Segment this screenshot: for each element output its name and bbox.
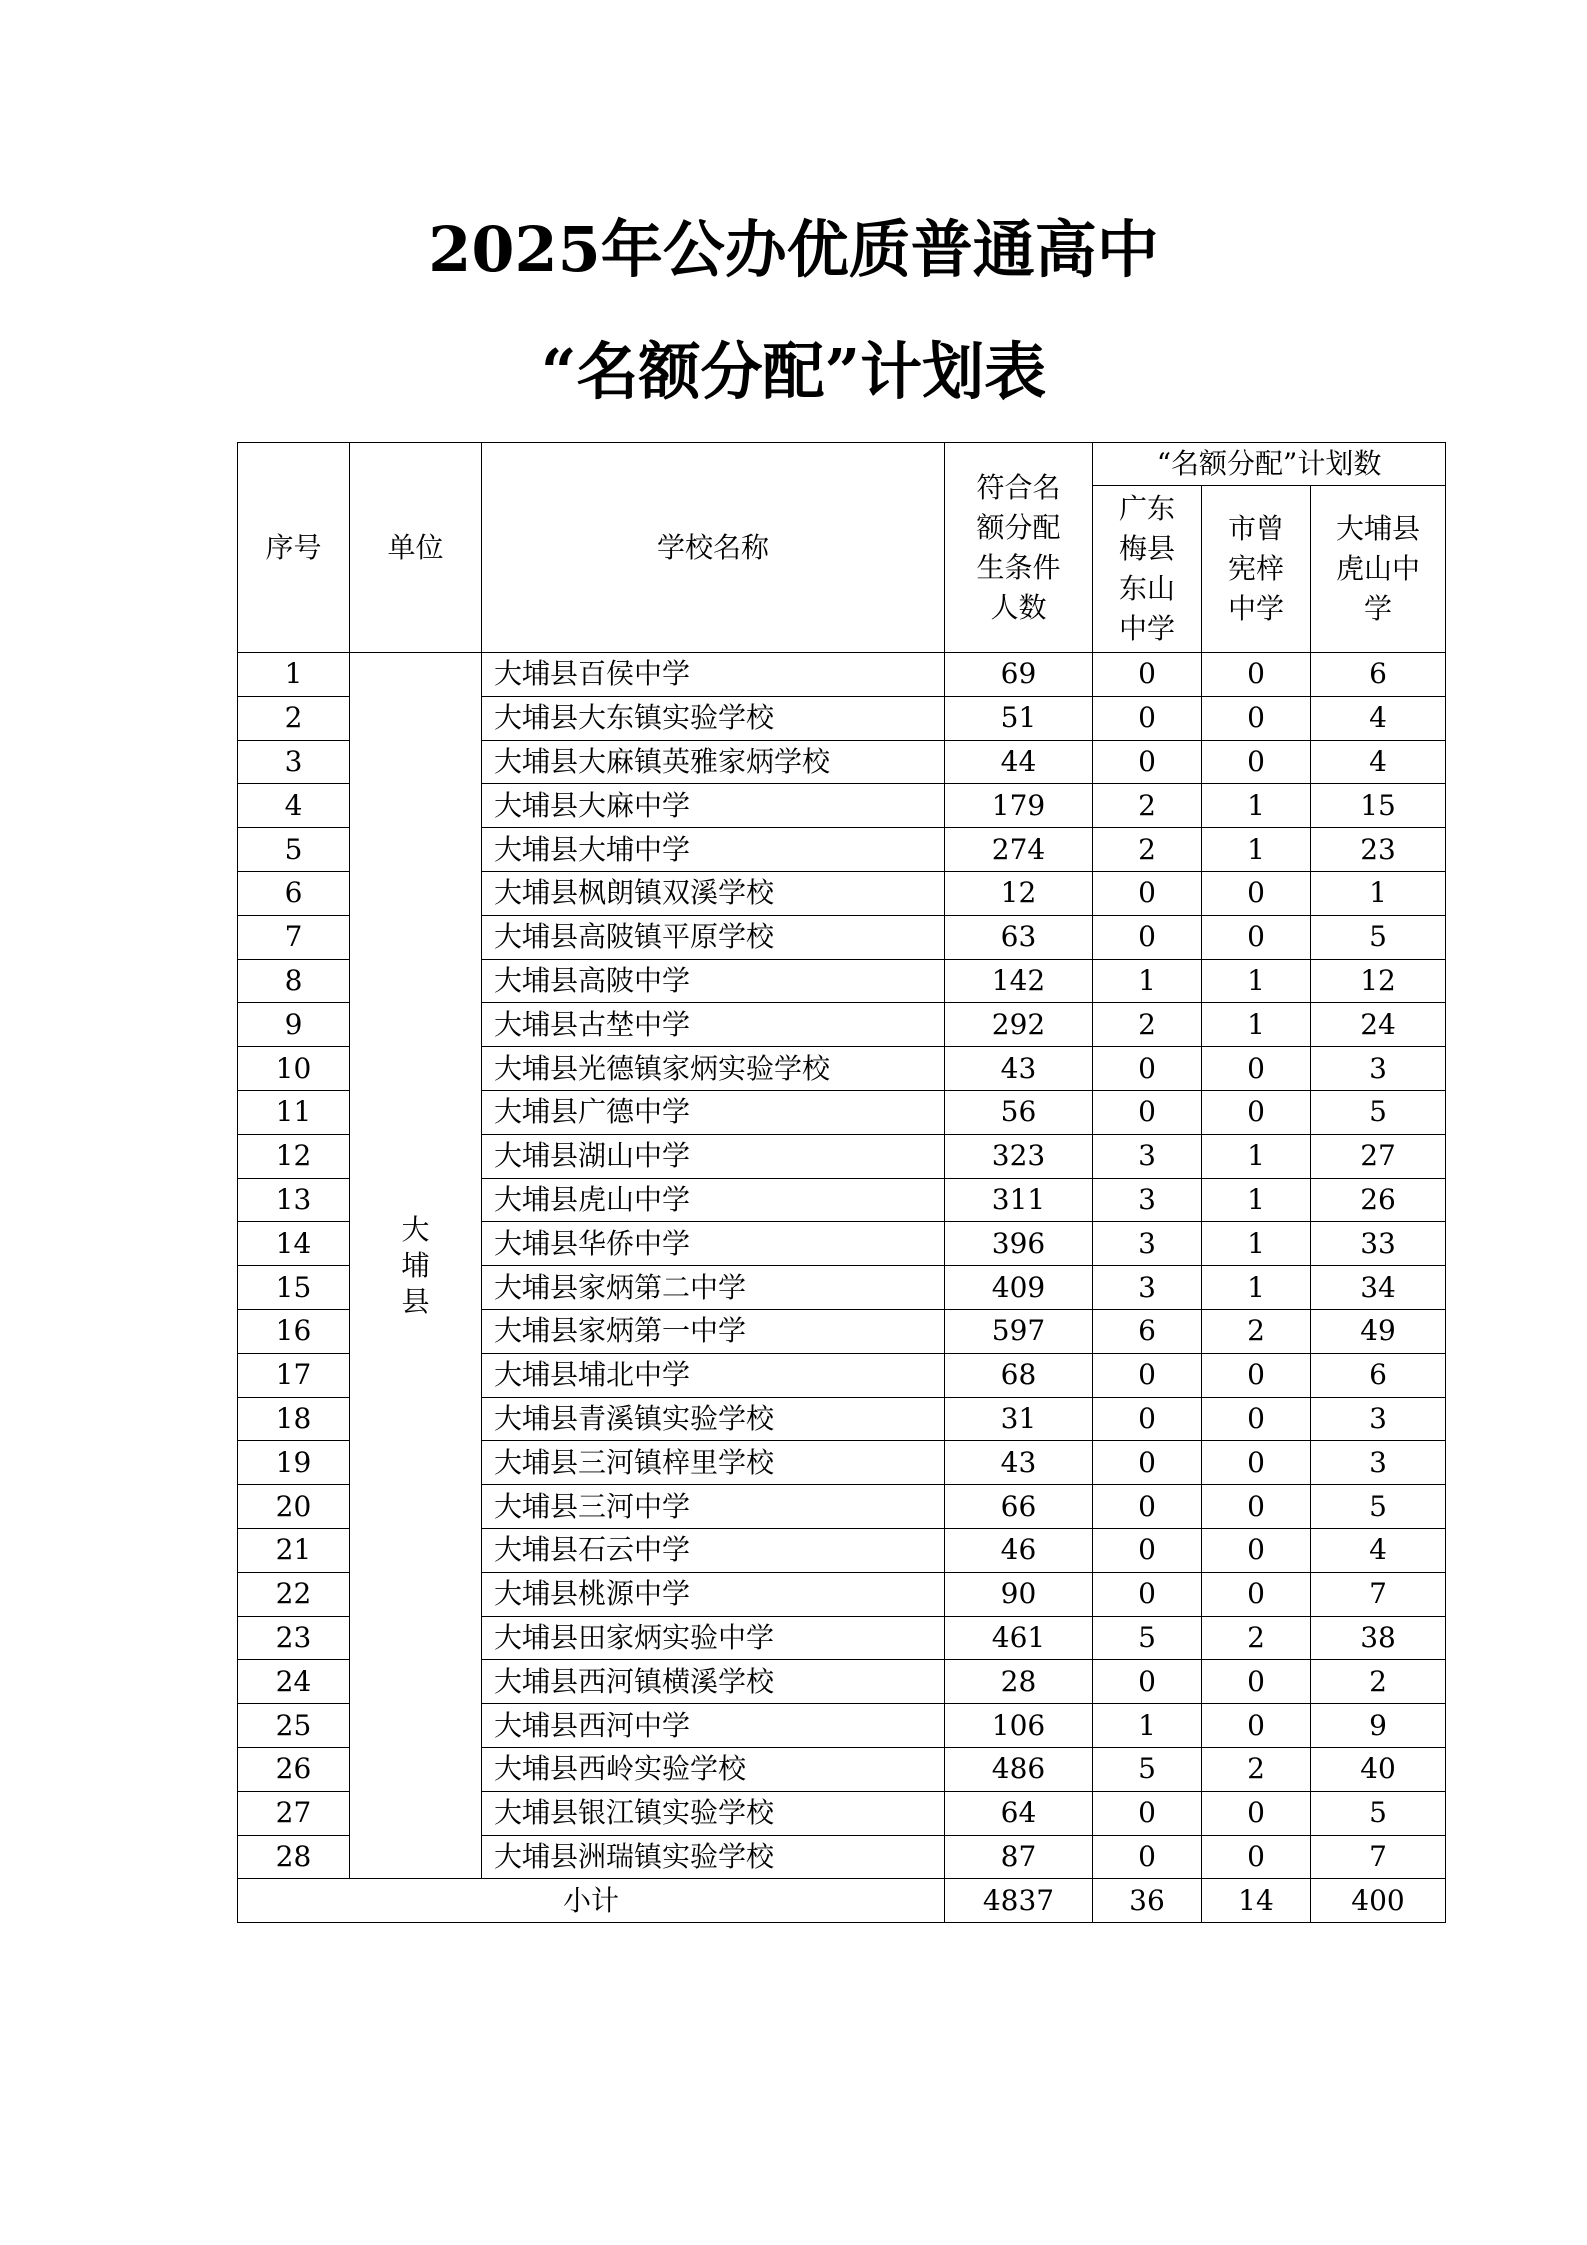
dongshan-quota-cell: 0	[1093, 1528, 1202, 1572]
seq-cell: 16	[238, 1309, 350, 1353]
seq-cell: 6	[238, 871, 350, 915]
school-name-cell: 大埔县洲瑞镇实验学校	[482, 1835, 945, 1879]
unit-char: 埔	[401, 1248, 430, 1282]
eligible-count-cell: 51	[945, 696, 1093, 740]
seq-cell: 20	[238, 1485, 350, 1529]
seq-cell: 17	[238, 1353, 350, 1397]
unit-char: 县	[401, 1284, 430, 1318]
header-plan-group: “名额分配”计划数	[1093, 443, 1446, 486]
school-name-cell: 大埔县埔北中学	[482, 1353, 945, 1397]
hushan-quota-cell: 40	[1311, 1747, 1446, 1791]
zengxianzi-quota-cell: 0	[1202, 1485, 1311, 1529]
seq-cell: 13	[238, 1178, 350, 1222]
zengxianzi-quota-cell: 0	[1202, 696, 1311, 740]
page-title-line2: “名额分配”计划表	[540, 335, 1047, 408]
hushan-quota-cell: 9	[1311, 1704, 1446, 1748]
seq-cell: 4	[238, 784, 350, 828]
eligible-count-cell: 274	[945, 828, 1093, 872]
school-name-cell: 大埔县大麻中学	[482, 784, 945, 828]
eligible-count-cell: 90	[945, 1572, 1093, 1616]
dongshan-quota-cell: 0	[1093, 696, 1202, 740]
seq-cell: 25	[238, 1704, 350, 1748]
school-name-cell: 大埔县光德镇家炳实验学校	[482, 1047, 945, 1091]
dongshan-quota-cell: 0	[1093, 1791, 1202, 1835]
hushan-quota-cell: 49	[1311, 1309, 1446, 1353]
page-title-line1: 2025年公办优质普通高中	[428, 213, 1159, 286]
school-name-cell: 大埔县广德中学	[482, 1090, 945, 1134]
seq-cell: 5	[238, 828, 350, 872]
eligible-count-cell: 323	[945, 1134, 1093, 1178]
hushan-quota-cell: 4	[1311, 696, 1446, 740]
hushan-quota-cell: 38	[1311, 1616, 1446, 1660]
hushan-quota-cell: 26	[1311, 1178, 1446, 1222]
header-line: 人数	[990, 590, 1047, 624]
seq-cell: 14	[238, 1222, 350, 1266]
eligible-count-cell: 69	[945, 653, 1093, 697]
zengxianzi-quota-cell: 0	[1202, 871, 1311, 915]
dongshan-quota-cell: 0	[1093, 1572, 1202, 1616]
hushan-quota-cell: 6	[1311, 653, 1446, 697]
header-eligible	[945, 443, 1093, 653]
seq-cell: 2	[238, 696, 350, 740]
eligible-count-cell: 43	[945, 1441, 1093, 1485]
zengxianzi-quota-cell: 0	[1202, 1353, 1311, 1397]
dongshan-quota-cell: 1	[1093, 1704, 1202, 1748]
school-name-cell: 大埔县大东镇实验学校	[482, 696, 945, 740]
eligible-count-cell: 56	[945, 1090, 1093, 1134]
hushan-quota-cell: 5	[1311, 1485, 1446, 1529]
header-dongshan	[1093, 486, 1202, 653]
hushan-quota-cell: 7	[1311, 1835, 1446, 1879]
header-line: 广东	[1118, 492, 1175, 525]
eligible-count-cell: 63	[945, 915, 1093, 959]
school-name-cell: 大埔县华侨中学	[482, 1222, 945, 1266]
seq-cell: 28	[238, 1835, 350, 1879]
dongshan-quota-cell: 0	[1093, 1835, 1202, 1879]
school-name-cell: 大埔县虎山中学	[482, 1178, 945, 1222]
dongshan-quota-cell: 0	[1093, 1660, 1202, 1704]
hushan-quota-cell: 5	[1311, 915, 1446, 959]
zengxianzi-quota-cell: 0	[1202, 1704, 1311, 1748]
hushan-quota-cell: 6	[1311, 1353, 1446, 1397]
seq-cell: 22	[238, 1572, 350, 1616]
school-name-cell: 大埔县青溪镇实验学校	[482, 1397, 945, 1441]
school-name-cell: 大埔县西河中学	[482, 1704, 945, 1748]
dongshan-quota-cell: 5	[1093, 1616, 1202, 1660]
eligible-count-cell: 311	[945, 1178, 1093, 1222]
hushan-quota-cell: 34	[1311, 1266, 1446, 1310]
hushan-quota-cell: 12	[1311, 959, 1446, 1003]
dongshan-quota-cell: 0	[1093, 871, 1202, 915]
seq-cell: 21	[238, 1528, 350, 1572]
eligible-count-cell: 46	[945, 1528, 1093, 1572]
header-line: 学	[1364, 592, 1393, 625]
unit-cell	[350, 653, 482, 1879]
zengxianzi-quota-cell: 0	[1202, 1397, 1311, 1441]
zengxianzi-quota-cell: 1	[1202, 1266, 1311, 1310]
hushan-quota-cell: 27	[1311, 1134, 1446, 1178]
header-dongshan-text	[1119, 489, 1175, 649]
school-name-cell: 大埔县枫朗镇双溪学校	[482, 871, 945, 915]
eligible-count-cell: 87	[945, 1835, 1093, 1879]
hushan-quota-cell: 3	[1311, 1441, 1446, 1485]
zengxianzi-quota-cell: 0	[1202, 1572, 1311, 1616]
header-eligible-text	[976, 468, 1060, 628]
header-zengxianzi-text	[1228, 509, 1284, 629]
school-name-cell: 大埔县三河中学	[482, 1485, 945, 1529]
zengxianzi-quota-cell: 0	[1202, 653, 1311, 697]
dongshan-quota-cell: 3	[1093, 1134, 1202, 1178]
school-name-cell: 大埔县西岭实验学校	[482, 1747, 945, 1791]
header-hushan	[1311, 486, 1446, 653]
seq-cell: 19	[238, 1441, 350, 1485]
zengxianzi-quota-cell: 1	[1202, 828, 1311, 872]
dongshan-quota-cell: 0	[1093, 1441, 1202, 1485]
header-line: 中学	[1227, 592, 1284, 625]
hushan-quota-cell: 3	[1311, 1397, 1446, 1441]
header-line: 梅县	[1118, 532, 1175, 565]
dongshan-quota-cell: 0	[1093, 915, 1202, 959]
zengxianzi-quota-cell: 0	[1202, 740, 1311, 784]
eligible-count-cell: 179	[945, 784, 1093, 828]
seq-cell: 3	[238, 740, 350, 784]
allocation-table	[237, 442, 1446, 1923]
dongshan-quota-cell: 0	[1093, 1353, 1202, 1397]
zengxianzi-quota-cell: 2	[1202, 1616, 1311, 1660]
unit-char: 大	[401, 1212, 430, 1246]
zengxianzi-quota-cell: 0	[1202, 1090, 1311, 1134]
dongshan-quota-cell: 3	[1093, 1178, 1202, 1222]
dongshan-quota-cell: 3	[1093, 1222, 1202, 1266]
subtotal-label: 小计	[238, 1879, 945, 1923]
dongshan-quota-cell: 2	[1093, 1003, 1202, 1047]
seq-cell: 10	[238, 1047, 350, 1091]
seq-cell: 11	[238, 1090, 350, 1134]
seq-cell: 15	[238, 1266, 350, 1310]
hushan-quota-cell: 7	[1311, 1572, 1446, 1616]
eligible-count-cell: 461	[945, 1616, 1093, 1660]
dongshan-quota-cell: 3	[1093, 1266, 1202, 1310]
seq-cell: 26	[238, 1747, 350, 1791]
school-name-cell: 大埔县桃源中学	[482, 1572, 945, 1616]
seq-cell: 18	[238, 1397, 350, 1441]
header-line: 额分配	[976, 510, 1061, 544]
hushan-quota-cell: 3	[1311, 1047, 1446, 1091]
header-zengxianzi	[1202, 486, 1311, 653]
school-name-cell: 大埔县田家炳实验中学	[482, 1616, 945, 1660]
dongshan-quota-cell: 2	[1093, 784, 1202, 828]
dongshan-quota-cell: 0	[1093, 1047, 1202, 1091]
school-name-cell: 大埔县家炳第一中学	[482, 1309, 945, 1353]
school-name-cell: 大埔县古埜中学	[482, 1003, 945, 1047]
zengxianzi-quota-cell: 1	[1202, 1222, 1311, 1266]
header-unit: 单位	[350, 443, 482, 653]
dongshan-quota-cell: 5	[1093, 1747, 1202, 1791]
zengxianzi-quota-cell: 1	[1202, 1178, 1311, 1222]
hushan-quota-cell: 1	[1311, 871, 1446, 915]
seq-cell: 1	[238, 653, 350, 697]
dongshan-quota-cell: 6	[1093, 1309, 1202, 1353]
school-name-cell: 大埔县高陂中学	[482, 959, 945, 1003]
eligible-count-cell: 409	[945, 1266, 1093, 1310]
hushan-quota-cell: 5	[1311, 1791, 1446, 1835]
seq-cell: 8	[238, 959, 350, 1003]
hushan-quota-cell: 4	[1311, 740, 1446, 784]
school-name-cell: 大埔县湖山中学	[482, 1134, 945, 1178]
header-seq: 序号	[238, 443, 350, 653]
school-name-cell: 大埔县大麻镇英雅家炳学校	[482, 740, 945, 784]
zengxianzi-quota-cell: 1	[1202, 1003, 1311, 1047]
hushan-quota-cell: 33	[1311, 1222, 1446, 1266]
eligible-count-cell: 44	[945, 740, 1093, 784]
eligible-count-cell: 12	[945, 871, 1093, 915]
eligible-count-cell: 142	[945, 959, 1093, 1003]
zengxianzi-quota-cell: 2	[1202, 1309, 1311, 1353]
dongshan-quota-cell: 2	[1093, 828, 1202, 872]
table-body	[238, 653, 1446, 1923]
zengxianzi-quota-cell: 1	[1202, 1134, 1311, 1178]
eligible-count-cell: 486	[945, 1747, 1093, 1791]
subtotal-dongshan: 36	[1093, 1879, 1202, 1923]
subtotal-eligible: 4837	[945, 1879, 1093, 1923]
eligible-count-cell: 68	[945, 1353, 1093, 1397]
seq-cell: 23	[238, 1616, 350, 1660]
zengxianzi-quota-cell: 2	[1202, 1747, 1311, 1791]
school-name-cell: 大埔县家炳第二中学	[482, 1266, 945, 1310]
zengxianzi-quota-cell: 0	[1202, 915, 1311, 959]
zengxianzi-quota-cell: 0	[1202, 1835, 1311, 1879]
subtotal-zengxianzi: 14	[1202, 1879, 1311, 1923]
school-name-cell: 大埔县银江镇实验学校	[482, 1791, 945, 1835]
school-name-cell: 大埔县西河镇横溪学校	[482, 1660, 945, 1704]
school-name-cell: 大埔县三河镇梓里学校	[482, 1441, 945, 1485]
hushan-quota-cell: 2	[1311, 1660, 1446, 1704]
header-line: 东山	[1118, 572, 1175, 605]
seq-cell: 24	[238, 1660, 350, 1704]
header-line: 宪梓	[1227, 552, 1284, 585]
school-name-cell: 大埔县高陂镇平原学校	[482, 915, 945, 959]
hushan-quota-cell: 23	[1311, 828, 1446, 872]
eligible-count-cell: 31	[945, 1397, 1093, 1441]
zengxianzi-quota-cell: 1	[1202, 784, 1311, 828]
seq-cell: 12	[238, 1134, 350, 1178]
eligible-count-cell: 64	[945, 1791, 1093, 1835]
zengxianzi-quota-cell: 1	[1202, 959, 1311, 1003]
school-name-cell: 大埔县百侯中学	[482, 653, 945, 697]
dongshan-quota-cell: 0	[1093, 653, 1202, 697]
school-name-cell: 大埔县石云中学	[482, 1528, 945, 1572]
dongshan-quota-cell: 0	[1093, 1090, 1202, 1134]
eligible-count-cell: 597	[945, 1309, 1093, 1353]
zengxianzi-quota-cell: 0	[1202, 1791, 1311, 1835]
seq-cell: 9	[238, 1003, 350, 1047]
eligible-count-cell: 66	[945, 1485, 1093, 1529]
hushan-quota-cell: 15	[1311, 784, 1446, 828]
table-row	[238, 653, 1446, 697]
school-name-cell: 大埔县大埔中学	[482, 828, 945, 872]
dongshan-quota-cell: 1	[1093, 959, 1202, 1003]
eligible-count-cell: 292	[945, 1003, 1093, 1047]
header-line: 市曾	[1227, 512, 1284, 545]
hushan-quota-cell: 5	[1311, 1090, 1446, 1134]
hushan-quota-cell: 4	[1311, 1528, 1446, 1572]
dongshan-quota-cell: 0	[1093, 1485, 1202, 1529]
header-line: 大埔县	[1336, 512, 1421, 545]
hushan-quota-cell: 24	[1311, 1003, 1446, 1047]
subtotal-row	[238, 1879, 1446, 1923]
zengxianzi-quota-cell: 0	[1202, 1441, 1311, 1485]
zengxianzi-quota-cell: 0	[1202, 1047, 1311, 1091]
dongshan-quota-cell: 0	[1093, 740, 1202, 784]
header-school: 学校名称	[482, 443, 945, 653]
zengxianzi-quota-cell: 0	[1202, 1528, 1311, 1572]
dongshan-quota-cell: 0	[1093, 1397, 1202, 1441]
eligible-count-cell: 43	[945, 1047, 1093, 1091]
header-line: 中学	[1118, 612, 1175, 645]
eligible-count-cell: 396	[945, 1222, 1093, 1266]
header-hushan-text	[1336, 509, 1420, 629]
header-line: 符合名	[976, 470, 1061, 504]
seq-cell: 7	[238, 915, 350, 959]
header-line: 虎山中	[1336, 552, 1421, 585]
eligible-count-cell: 28	[945, 1660, 1093, 1704]
subtotal-hushan: 400	[1311, 1879, 1446, 1923]
zengxianzi-quota-cell: 0	[1202, 1660, 1311, 1704]
eligible-count-cell: 106	[945, 1704, 1093, 1748]
seq-cell: 27	[238, 1791, 350, 1835]
header-line: 生条件	[976, 550, 1061, 584]
